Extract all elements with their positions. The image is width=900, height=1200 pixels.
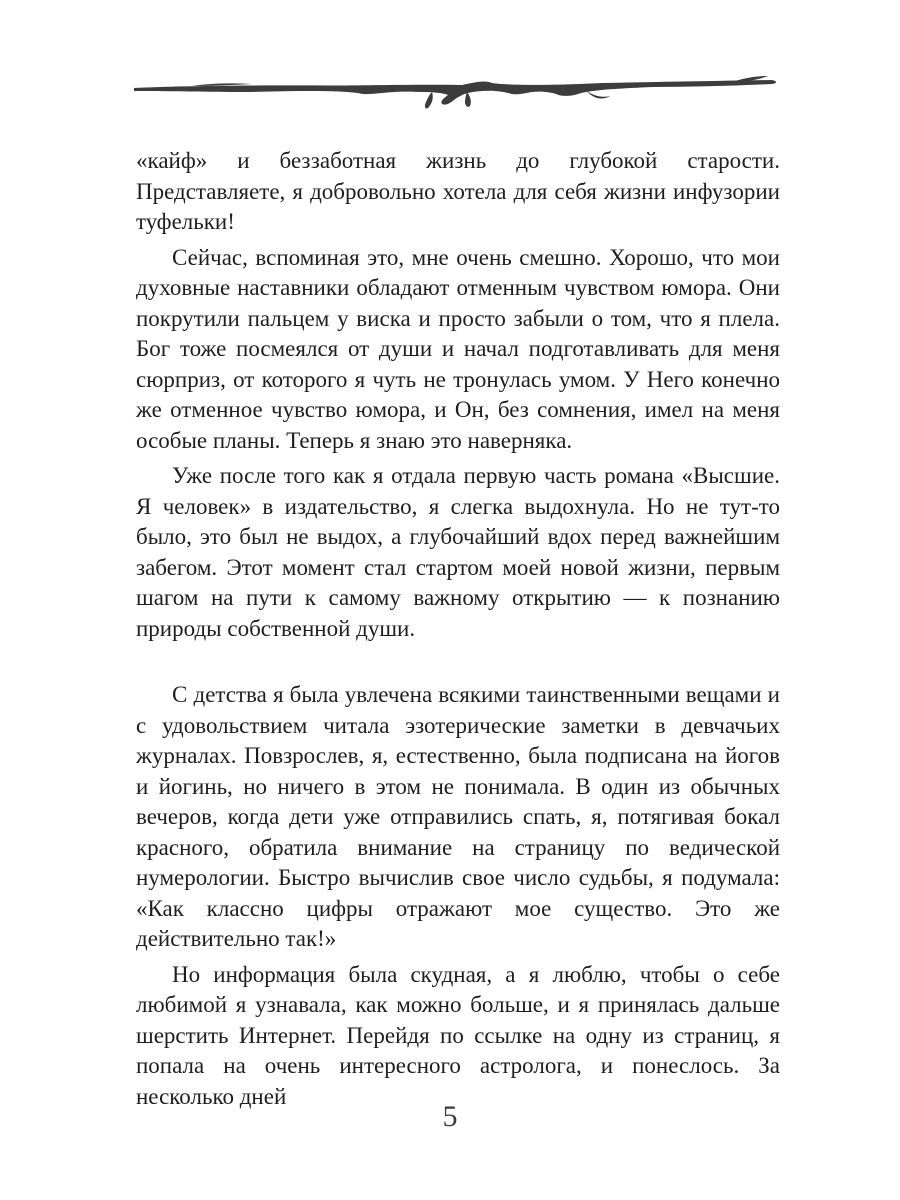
page-number: 5 — [442, 1100, 458, 1133]
paragraph: С детства я была увлечена всякими таинственными вещами и с удовольствием читала эзотерические заметки в девчачьих журналах. Повзрослев, я, естественно, была подписана на йогов и йогинь, но ничего в этом не понимала. В один из обычных вечеров, когда дети уже отправились спать, я, потягивая бокал красного, обратила внимание на страницу по ведической нумерологии. Быстро вычислив свое число судьбы, я подумала: «Как классно цифры отражают мое существо. Это же действительно так!» — [136, 682, 780, 951]
paragraph: «кайф» и беззаботная жизнь до глубокой старости. Представляете, я добровольно хотела для себя жизни инфузории туфельки! — [136, 148, 780, 234]
text-section-2 — [136, 680, 780, 1112]
paragraph: Но информация была скудная, а я люблю, чтобы о себе любимой я узнавала, как можно больше, и я принялась дальше шерстить Интернет. Перейдя по ссылке на одну из страниц, я попала на очень интересного астролога, и понеслось. За несколько дней — [136, 961, 780, 1109]
paragraph: Уже после того как я отдала первую часть романа «Высшие. Я человек» в издательство, я слегка выдохнула. Но не тут-то было, это был не выдох, а глубочайший вдох перед важнейшим забегом. Этот момент стал стартом моей новой жизни, первым шагом на пути к самому важному открытию — к познанию природы собственной души. — [136, 463, 780, 641]
text-section-1 — [136, 146, 780, 644]
paragraph: Сейчас, вспоминая это, мне очень смешно. Хорошо, что мои духовные наставники обладают отменным чувством юмора. Они покрутили пальцем у виска и просто забыли о том, что я плела. Бог тоже посмеялся от души и начал подготавливать для меня сюрприз, от которого я чуть не тронулась умом. У Него конечно же отменное чувство юмора, и Он, без сомнения, имел на меня особые планы. Теперь я знаю это наверняка. — [136, 244, 780, 453]
decorative-divider-icon — [132, 70, 780, 114]
